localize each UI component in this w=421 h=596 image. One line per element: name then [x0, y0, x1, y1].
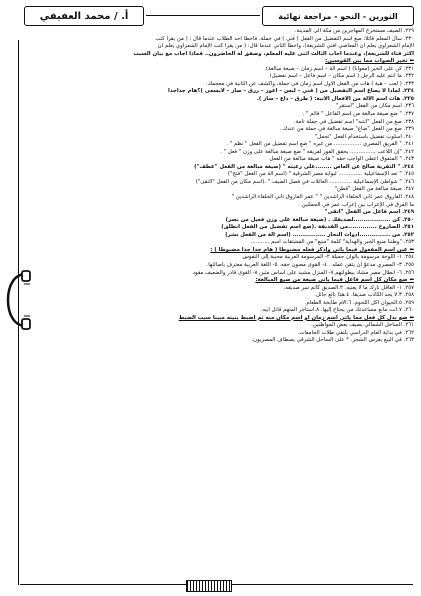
- question-line: ٢٣٩. صغ من الفعل "ضاع" صيغة مبالغة في جملة من عندك .: [279, 126, 414, 133]
- question-line: ٢٥٢. من ...............أدوات النجار ................ (اسم آلة من الفعل نشر): [225, 231, 414, 238]
- question-line: ٢٦١. الساحل الشمالي يصيف بعض المواطنين.: [311, 322, 414, 329]
- phone-icon: [4, 270, 32, 330]
- section-heading: ⬅ ضع بدل كل فعل مما يأتي اسم زمان أو اسم مكان منه ثم اضبط بنيته مبينا سبب الضبط: [178, 314, 414, 321]
- question-line: ٢٣١. كن على الخير (معوانا) ( اسم آلة – اسم زمان – صيغة مبالغة).: [264, 65, 414, 72]
- header-rule: [146, 15, 260, 16]
- questions-list: [36, 28, 414, 345]
- question-line: الإمام الشعراوي يعلم أن المعاصي أفني للشريعة)، وأخطأ الثاني عندما قال: ( من يقرأ كتب الإمام الشعراوي يعلم أن: [157, 43, 414, 50]
- page-header: [20, 6, 420, 28]
- question-line: ٢٣٣. ( لعب – هبة ) هات من الفعل الأول اسم زمان في جملة، واكشف عن الثانية في معجمك.: [205, 80, 414, 87]
- section-heading: ⬅ تخير الصواب مما بين القوسين:: [325, 58, 414, 65]
- question-line: ٢٣٤. لماذا لا يصاغ اسم التفضيل من ( فني – ليس – أعور – زرق – صار – لايسعى )؟هام جداجدا: [168, 88, 414, 95]
- question-line: ٢٥٤. ١- اللوحة مرسومة بألوان جميلة ٢- المرسومة العربية محببة إلى النفوس: [242, 254, 414, 261]
- footer-ornament: [186, 580, 232, 592]
- worksheet-title-box: النورين - النحو - مراجعة نهائية: [262, 6, 414, 26]
- teacher-name-box: أ. / محمد العفيفي: [24, 6, 144, 26]
- question-line: ٢٥٧. ١- العاقل تارك ما لا يعنيه. ٢.الصديق كاتم سر صديقه.: [283, 284, 414, 291]
- question-line: ٢٥٨. ٣.لا يحد الكاذب صديقا. ٤.هذا بائع جائل.: [314, 292, 414, 299]
- question-line: ٢٤٧. صيغة مبالغة من الفعل "فطن": [334, 186, 414, 193]
- question-line: ٢٥٣. "وطننا منبع الخير والهداية" كلمة "منبع" من المشتقات اسم ...........: [250, 239, 414, 246]
- section-heading: ⬅ ضع مكان كل اسم فاعل فيما يأتي صيغة من صيغ المبالغة:: [255, 277, 414, 284]
- question-line: ٢٣٦. اسم مكان من الفعل "استقر": [336, 103, 414, 110]
- question-line: ٢٣٠. سأل المعلم قائلا: صغ اسم التفضيل من الفعل ( فني ) في جملة، فأخطأ أحد الطلاب عندما قال : ( من يقرأ كتب: [155, 35, 414, 42]
- question-line: ٢٥٥. ٣- المصري مدعوّ أن يتقن عمله . ٤- القوى مصون حقه. ٥- اللغة العربية معترف بأصالتها.: [206, 261, 414, 268]
- question-line: ٢٥٦. ٦- أبطال مصر مشاد ببطولتهم.٧- المنزل مشيد على أساس متين ٨- القوى قادر والضعيف مقود: [192, 269, 414, 276]
- question-line: ٢٤١. " الفريق المصري ................ من غيره " ضع اسم تفضيل من الفعل " نظم " .: [226, 141, 414, 148]
- question-line: ٢٤٣. " المتفوق أعطى الواجب حقه " هات صيغة مبالغة من الفعل: [269, 156, 414, 163]
- question-line: ٢٤٦. " شواطئ الإسماعيلية ............. العائلات في فصل الصيف " .(اسم مكان من الفعل "التقى"): [195, 178, 414, 185]
- question-line: ٢٦٠. ٧.أنت مانع مساعدتك من يحتاج إليها. ٨.استأجر المتهم قاتل أبيه.: [260, 307, 414, 314]
- question-line: ٢٦٣. في البيع يغرس الشجر. * على الساحل الشرقي يصطاف المصريون.: [251, 337, 414, 344]
- question-line: ٢٤٠. أسلوب تفضيل باستخدام الفعل "تحمل": [314, 133, 414, 140]
- question-line: ما الفرق في الإعراب بين إعراب عمر في الجملتين .: [298, 201, 414, 208]
- question-line: ٢٤٩. اسم فاعل من الفعل "اتقى": [324, 209, 414, 216]
- question-line: ٢٣٨. صغ من الفعل "انتبه" اسم تفضيل في جملة تامة.: [294, 118, 414, 125]
- question-line: ٢٣٢. ما أنتم عليه الرجل ( اسم مكان – اسم فاعل – اسم تفضيل): [269, 73, 414, 80]
- question-line: ٢٥٩. ٥.الحيوان آكل اللحوم. ٦.الأم طابخة الطعام.: [304, 299, 414, 306]
- question-line: ٢٣٥. هات اسم الآلة من الأفعال الآتية: ( طرق – ذاع – سار ).: [256, 95, 414, 102]
- question-line: ٢٦٢. في بداية العام الدراسي يلتقي طلاب الجامعات.: [297, 329, 414, 336]
- question-line: أكثر فناء للشريعة)، وعندما أجاب الثالث أثنى عليه المعلم، وصفق له الحاضرون.. فماذا أجاب مع بيان السبب: [133, 50, 414, 57]
- question-line: ٢٣٧. " ضع صيغة مبالغة من اسم الفاعل " قائم " .: [302, 111, 414, 118]
- question-line: ٢٤٢. "إن اللاعب ............... يحقق الفوز لفريقه " ضع صيغة مبالغة على وزن " فعل " .: [220, 148, 414, 155]
- question-line: ٢٤٤. " التقرية صالح عن العاص ........على رعيته " (صيغة مبالغة من الفعل "عطف"): [194, 163, 414, 170]
- question-line: ٢٥١. الصاروخ ..............من القذيفة .(ضع اسم تفضيل من الفعل انطلق): [221, 224, 414, 231]
- question-line: ٢٥٠. كن ..................لصديقك . (صيغة مبالغة على وزن فعيل من نصر): [225, 216, 414, 223]
- question-line: ٢٤٨. الفاروق عمر ثاني الخلفاء الراشدين " " عمر الفاروق ثاني الخلفاء الراشدين ": [231, 194, 414, 201]
- section-heading: ⬅ عين اسم المفعول فيما يأتي وأذكر فعله مضبوطا ( هام جدا جدا مضبوطا ) :: [210, 246, 414, 253]
- question-line: ٢٢٩. الصيف مستخرج المهاجرين من مكة الى المدينة.: [294, 28, 414, 34]
- question-line: ٢٤٥. " تعد الإسماعيلية .............. لبوابة مصر الشرقية " (اسم آلة من الفعل "فتح"): [227, 171, 414, 178]
